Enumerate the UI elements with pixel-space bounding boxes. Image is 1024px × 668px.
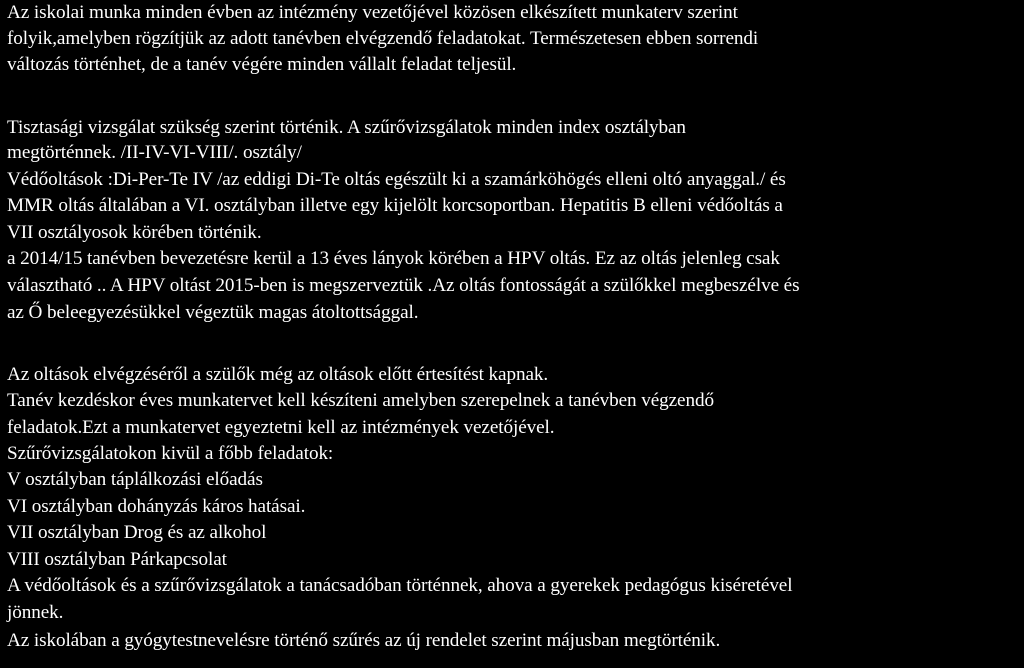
text-line-22: Az iskolában a gyógytestnevelésre történő szűrés az új rendelet szerint májusban megtörténik. [7, 630, 721, 651]
text-line-15: Szűrővizsgálatokon kivül a főbb feladatok: [7, 443, 334, 464]
text-line-4: Tisztasági vizsgálat szükség szerint történik. A szűrővizsgálatok minden index osztályban [7, 117, 686, 138]
text-line-19: VIII osztályban Párkapcsolat [7, 549, 227, 570]
text-line-8: VII osztályosok körében történik. [7, 222, 262, 243]
text-line-2: folyik,amelyben rögzítjük az adott tanévben elvégzendő feladatokat. Természetesen ebben sorrendi [7, 28, 759, 49]
text-line-20: A védőoltások és a szűrővizsgálatok a tanácsadóban történnek, ahova a gyerekek pedagógus kiséretével [7, 575, 793, 596]
text-line-10: választható .. A HPV oltást 2015-ben is megszerveztük .Az oltás fontosságát a szülőkkel megbeszélve és [7, 275, 800, 296]
text-line-3: változás történhet, de a tanév végére minden vállalt feladat teljesül. [7, 54, 517, 75]
text-line-1: Az iskolai munka minden évben az intézmény vezetőjével közösen elkészített munkaterv szerint [7, 2, 738, 23]
text-line-16: V osztályban táplálkozási előadás [7, 469, 263, 490]
text-line-14: feladatok.Ezt a munkatervet egyeztetni kell az intézmények vezetőjével. [7, 417, 555, 438]
text-line-5: megtörténnek. /II-IV-VI-VIII/. osztály/ [7, 142, 302, 163]
text-line-18: VII osztályban Drog és az alkohol [7, 522, 267, 543]
text-line-6: Védőoltások :Di-Per-Te IV /az eddigi Di-Te oltás egészült ki a szamárköhögés elleni oltó anyaggal./ és [7, 169, 786, 190]
text-line-17: VI osztályban dohányzás káros hatásai. [7, 496, 306, 517]
text-line-21: jönnek. [7, 602, 64, 623]
text-line-9: a 2014/15 tanévben bevezetésre kerül a 13 éves lányok körében a HPV oltás. Ez az oltás jelenleg csak [7, 248, 780, 269]
text-line-12: Az oltások elvégzéséről a szülők még az oltások előtt értesítést kapnak. [7, 364, 549, 385]
text-line-11: az Ő beleegyezésükkel végeztük magas átoltottsággal. [7, 302, 419, 323]
text-line-13: Tanév kezdéskor éves munkatervet kell készíteni amelyben szerepelnek a tanévben végzendő [7, 390, 714, 411]
text-line-7: MMR oltás általában a VI. osztályban illetve egy kijelölt korcsoportban. Hepatitis B elleni védőoltás a [7, 195, 783, 216]
